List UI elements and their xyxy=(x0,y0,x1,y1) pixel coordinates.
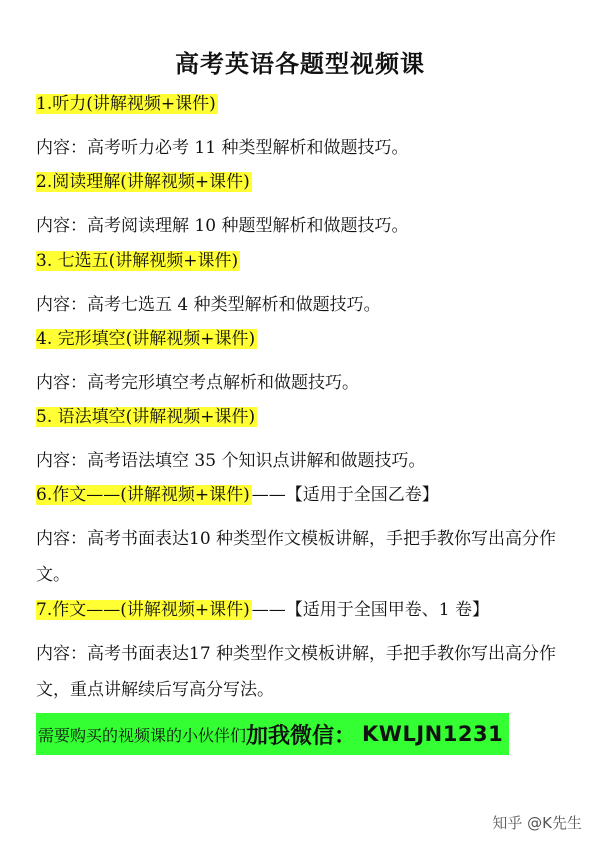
section-writing-a xyxy=(36,598,576,708)
section-seven-choose-five xyxy=(36,249,576,323)
section-content: 内容：高考语法填空 35 个知识点讲解和做题技巧。 xyxy=(36,451,426,471)
section-heading: 5. 语法填空(讲解视频+课件) xyxy=(36,407,256,427)
section-grammar xyxy=(36,405,576,479)
section-heading: 2.阅读理解(讲解视频+课件) xyxy=(36,172,250,192)
section-content: 内容：高考阅读理解 10 种题型解析和做题技巧。 xyxy=(36,216,409,236)
contact-banner xyxy=(36,713,509,755)
section-reading xyxy=(36,170,576,244)
section-content: 内容：高考完形填空考点解析和做题技巧。 xyxy=(36,373,359,393)
section-cloze xyxy=(36,327,576,401)
section-content: 内容：高考书面表达10 种类型作文模板讲解，手把手教你写出高分作文。 xyxy=(36,529,557,585)
contact-prefix: 需要购买的视频课的小伙伴们 xyxy=(38,725,247,745)
contact-emphasis: 加我微信： xyxy=(246,722,357,749)
section-content: 内容：高考七选五 4 种类型解析和做题技巧。 xyxy=(36,295,381,315)
wechat-id[interactable]: KWLJN1231 xyxy=(362,722,504,746)
section-heading: 6.作文——(讲解视频+课件) xyxy=(36,485,250,505)
section-heading: 3. 七选五(讲解视频+课件) xyxy=(36,251,239,271)
page-title: 高考英语各题型视频课 xyxy=(175,49,425,78)
watermark: 知乎 @K先生 xyxy=(492,814,582,832)
section-content: 内容：高考书面表达17 种类型作文模板讲解，手把手教你写出高分作文，重点讲解续后写高分写法。 xyxy=(36,644,557,700)
section-heading-suffix: ——【适用于全国甲卷、1 卷】 xyxy=(251,600,489,620)
section-heading-suffix: ——【适用于全国乙卷】 xyxy=(251,485,439,505)
section-heading: 4. 完形填空(讲解视频+课件) xyxy=(36,329,256,349)
section-writing-b xyxy=(36,483,576,593)
section-listening xyxy=(36,92,576,166)
section-heading: 7.作文——(讲解视频+课件) xyxy=(36,600,250,620)
section-content: 内容：高考听力必考 11 种类型解析和做题技巧。 xyxy=(36,138,409,158)
section-heading: 1.听力(讲解视频+课件) xyxy=(36,94,216,114)
